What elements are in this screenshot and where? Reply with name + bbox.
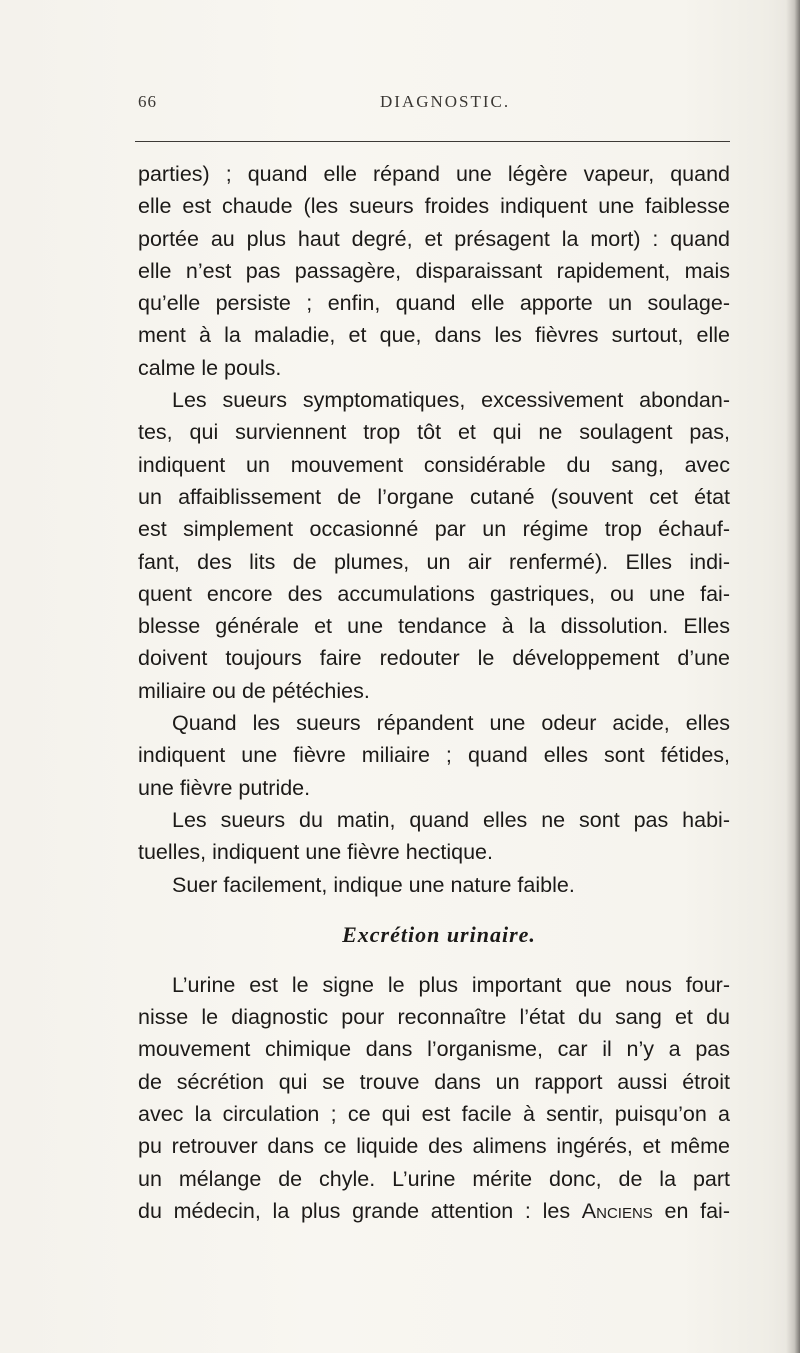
text-line: calme le pouls. [138, 355, 282, 380]
smallcaps-word: Anciens [581, 1198, 653, 1223]
text-fragment: du médecin, la plus grande attention : les [138, 1198, 571, 1223]
text-line: elle est chaude (les sueurs froides indiquent une faiblesse [138, 194, 730, 219]
text-line: indiquent une fièvre miliaire ; quand elles sont fétides, [138, 743, 730, 768]
text-line: Les sueurs symptomatiques, excessivement abondan- [172, 388, 730, 413]
text-line: de sécrétion qui se trouve dans un rapport aussi étroit [138, 1069, 730, 1094]
text-line-final [138, 1195, 730, 1227]
text-line: mouvement chimique dans l’organisme, car il n’y a pas [138, 1037, 730, 1062]
text-line: pu retrouver dans ce liquide des alimens ingérés, et même [138, 1134, 730, 1159]
text-line: Quand les sueurs répandent une odeur acide, elles [172, 711, 730, 736]
text-line: blesse générale et une tendance à la dissolution. Elles [138, 614, 730, 639]
text-line: une fièvre putride. [138, 775, 311, 800]
text-line: avec la circulation ; ce qui est facile à sentir, puisqu’on a [138, 1102, 730, 1127]
text-line: quent encore des accumulations gastriques, ou une fai- [138, 581, 730, 606]
text-line: parties) ; quand elle répand une légère vapeur, quand [138, 162, 730, 186]
header-rule [135, 141, 730, 142]
body-text [138, 158, 730, 1227]
page-edge-shadow [786, 0, 800, 1353]
text-line: doivent toujours faire redouter le développement d’une [138, 646, 730, 671]
text-line: L’urine est le signe le plus important que nous four- [172, 972, 730, 997]
text-line: nisse le diagnostic pour reconnaître l’état du sang et du [138, 1005, 730, 1030]
text-line: est simplement occasionné par un régime trop échauf- [138, 517, 730, 542]
text-line: tuelles, indiquent une fièvre hectique. [138, 840, 493, 865]
text-line: indiquent un mouvement considérable du sang, avec [138, 452, 730, 477]
text-line: un affaiblissement de l’organe cutané (souvent cet état [138, 484, 730, 509]
text-line: miliaire ou de pétéchies. [138, 678, 370, 703]
text-line: fant, des lits de plumes, un air renfermé). Elles indi- [138, 549, 730, 574]
page-number: 66 [138, 92, 157, 111]
text-line: elle n’est pas passagère, disparaissant rapidement, mais [138, 258, 730, 283]
text-line: un mélange de chyle. L’urine mérite donc, de la part [138, 1166, 730, 1191]
text-line: ment à la maladie, et que, dans les fièvres surtout, elle [138, 323, 730, 348]
running-head: DIAGNOSTIC. [380, 92, 511, 111]
section-heading: Excrétion urinaire. [342, 921, 536, 947]
text-line: qu’elle persiste ; enfin, quand elle apporte un soulage- [138, 291, 730, 316]
text-fragment: en fai- [664, 1198, 730, 1223]
text-line: tes, qui surviennent trop tôt et qui ne soulagent pas, [138, 420, 730, 445]
text-line: Suer facilement, indique une nature faible. [172, 872, 575, 897]
text-line: Les sueurs du matin, quand elles ne sont pas habi- [172, 807, 730, 832]
page-header [0, 92, 800, 122]
text-line: portée au plus haut degré, et présagent la mort) : quand [138, 226, 730, 251]
